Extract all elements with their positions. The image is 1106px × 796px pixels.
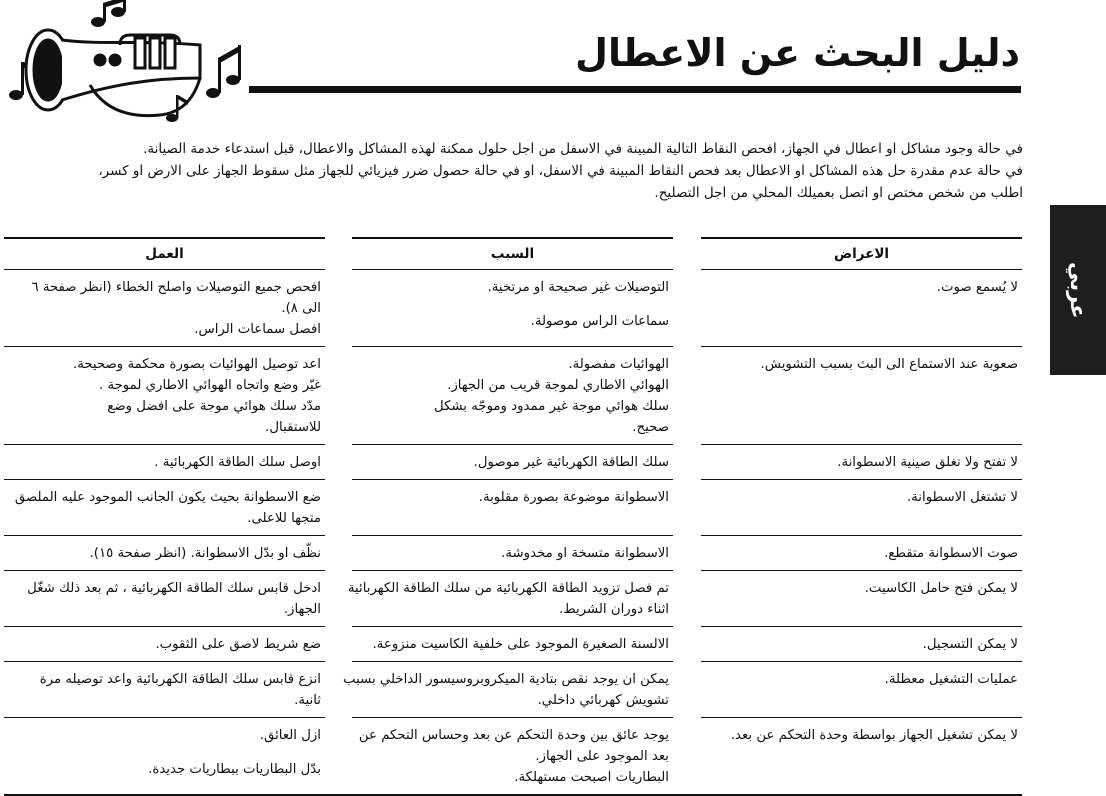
cell-line: انزع قابس سلك الطاقة الكهربائية واعد توصيله مرة — [39, 672, 321, 687]
cell-line: سلك الطاقة الكهربائية غير موصول. — [473, 455, 669, 470]
cause-cell — [352, 347, 673, 445]
intro-paragraph: في حالة عدم مقدرة حل هذه المشاكل او الاعطال بعد فحص النقاط المبينة في الاسفل، او في حالة حصول ضرر فيزيائي للجهاز مثل سقوط الجهاز على الارض او كسر، اطلب من شخص مختص او اتصل بعميلك المحلي من اجل التصليح. — [98, 163, 1023, 201]
intro-text — [80, 138, 1023, 204]
cause-cell — [352, 536, 673, 571]
symptom-cell — [701, 347, 1022, 445]
cell-line: الاسطوانة موضوعة بصورة مقلوبة. — [478, 490, 669, 505]
cell-line: سماعات الراس موصولة. — [530, 314, 669, 329]
cell-line: الجهاز. — [283, 602, 321, 617]
symptom-cell — [701, 662, 1022, 718]
cell-line: ازل العائق. — [259, 728, 321, 743]
cell-line: تشويش كهربائي داخلي. — [537, 693, 669, 708]
page-title: دليل البحث عن الاعطال — [575, 31, 1020, 75]
action-cell — [4, 627, 325, 662]
cell-line: مدّد سلك هوائي موجة على افضل وضع — [107, 399, 321, 414]
cell-line: لا تفتح ولا تغلق صينية الاسطوانة. — [837, 455, 1018, 470]
cell-line: صوت الاسطوانة متقطع. — [884, 546, 1018, 561]
cell-line: الى ٨). — [281, 301, 321, 316]
title-rule — [249, 86, 1021, 93]
table-header-row — [4, 237, 1022, 270]
music-note-icon — [206, 45, 241, 98]
cell-line: لا يُسمع صوت. — [936, 280, 1018, 295]
cell-line: الهوائي الاطاري لموجة قريب من الجهاز. — [447, 378, 669, 393]
table-row — [4, 718, 1022, 796]
table-row — [4, 536, 1022, 571]
cell-line: متجها للاعلى. — [247, 511, 321, 526]
cell-line: صحيح. — [632, 420, 669, 435]
cell-line: صعوبة عند الاستماع الى البث بسبب التشويش. — [760, 357, 1018, 372]
action-cell — [4, 347, 325, 445]
table-row — [4, 480, 1022, 536]
action-cell — [4, 536, 325, 571]
cell-line: افحص جميع التوصيلات واصلح الخطاء (انظر صفحة ٦ — [31, 280, 321, 295]
cell-line: تم فصل تزويد الطاقة الكهربائية من سلك الطاقة الكهربائية — [347, 581, 669, 596]
table-row — [4, 347, 1022, 445]
action-cell — [4, 270, 325, 347]
cell-line: عمليات التشغيل معطلة. — [884, 672, 1018, 687]
cell-line: اعد توصيل الهوائيات بصورة محكمة وصحيحة. — [72, 357, 321, 372]
cell-line: غيّر وضع واتجاه الهوائي الاطاري لموجة . — [98, 378, 321, 393]
cell-line: الالسنة الصغيرة الموجود على خلفية الكاسيت منزوعة. — [372, 637, 669, 652]
table-row — [4, 571, 1022, 627]
symptom-cell — [701, 445, 1022, 480]
header-cause: السبب — [352, 237, 673, 270]
cell-line: الاسطوانة متسخة او مخدوشة. — [501, 546, 669, 561]
action-cell — [4, 662, 325, 718]
cell-line: اثناء دوران الشريط. — [559, 602, 669, 617]
cell-line: افصل سماعات الراس. — [194, 322, 321, 337]
cell-line: التوصيلات غير صحيحة او مرتخية. — [487, 280, 669, 295]
symptom-cell — [701, 480, 1022, 536]
header-action: العمل — [4, 237, 325, 270]
cell-line: البطاريات اصبحت مستهلكة. — [514, 770, 669, 785]
symptom-cell — [701, 571, 1022, 627]
cause-cell — [343, 662, 673, 718]
cell-line: للاستقبال. — [265, 420, 321, 435]
cause-cell — [347, 571, 673, 627]
cell-line: ضع شريط لاصق على الثقوب. — [155, 637, 321, 652]
action-cell — [4, 445, 325, 480]
symptom-cell — [701, 536, 1022, 571]
cell-line: ثانية. — [294, 693, 321, 708]
trumpet-music-notes-logo — [0, 0, 245, 125]
cause-cell — [352, 718, 673, 796]
cause-cell — [352, 480, 673, 536]
language-tab — [1050, 205, 1106, 375]
cause-cell — [352, 445, 673, 480]
cell-line: بدّل البطاريات ببطاريات جديدة. — [148, 762, 321, 777]
cell-line: الهوائيات مفصولة. — [568, 357, 669, 372]
symptom-cell — [701, 718, 1022, 796]
action-cell — [4, 718, 325, 796]
cause-cell — [352, 627, 673, 662]
cell-line: لا يمكن التسجيل. — [922, 637, 1018, 652]
cell-line: ادخل قابس سلك الطاقة الكهربائية ، ثم بعد ذلك شغّل — [27, 581, 321, 596]
table-row — [4, 627, 1022, 662]
action-cell — [4, 571, 325, 627]
cell-line: يمكن ان يوجد نقص بتادية الميكروبروسيسور الداخلي بسبب — [343, 672, 669, 687]
cell-line: يوجد عائق بين وحدة التحكم عن بعد وحساس التحكم عن — [358, 728, 669, 743]
table-row — [4, 445, 1022, 480]
cell-line: نظّف او بدّل الاسطوانة. (انظر صفحة ١٥). — [89, 546, 321, 561]
table-row — [4, 662, 1022, 718]
language-tab-label: عربي — [1066, 261, 1090, 319]
cell-line: بعد الموجود على الجهاز. — [535, 749, 669, 764]
action-cell — [4, 480, 325, 536]
trumpet-icon — [26, 30, 200, 116]
cell-line: لا تشتغل الاسطوانة. — [906, 490, 1018, 505]
cell-line: لا يمكن فتح حامل الكاسيت. — [864, 581, 1018, 596]
troubleshooting-table — [4, 237, 1022, 796]
cell-line: لا يمكن تشغيل الجهاز بواسطة وحدة التحكم عن بعد. — [730, 728, 1018, 743]
symptom-cell — [701, 627, 1022, 662]
table-row — [4, 270, 1022, 347]
cell-line: اوصل سلك الطاقة الكهربائية . — [154, 455, 321, 470]
cell-line: ضع الاسطوانة بحيث يكون الجانب الموجود عليه الملصق — [14, 490, 321, 505]
cause-cell — [352, 270, 673, 347]
header-symptom: الاعراض — [701, 237, 1022, 270]
intro-paragraph: في حالة وجود مشاكل او اعطال في الجهاز، افحص النقاط التالية المبينة في الاسفل من اجل حلول ممكنة لهذه المشاكل والاعطال، قبل استدعاء خدمة الصيانة. — [143, 141, 1023, 157]
symptom-cell — [701, 270, 1022, 347]
cell-line: سلك هوائي موجة غير ممدود وموجّه بشكل — [434, 399, 669, 414]
music-note-icon — [91, 0, 126, 27]
